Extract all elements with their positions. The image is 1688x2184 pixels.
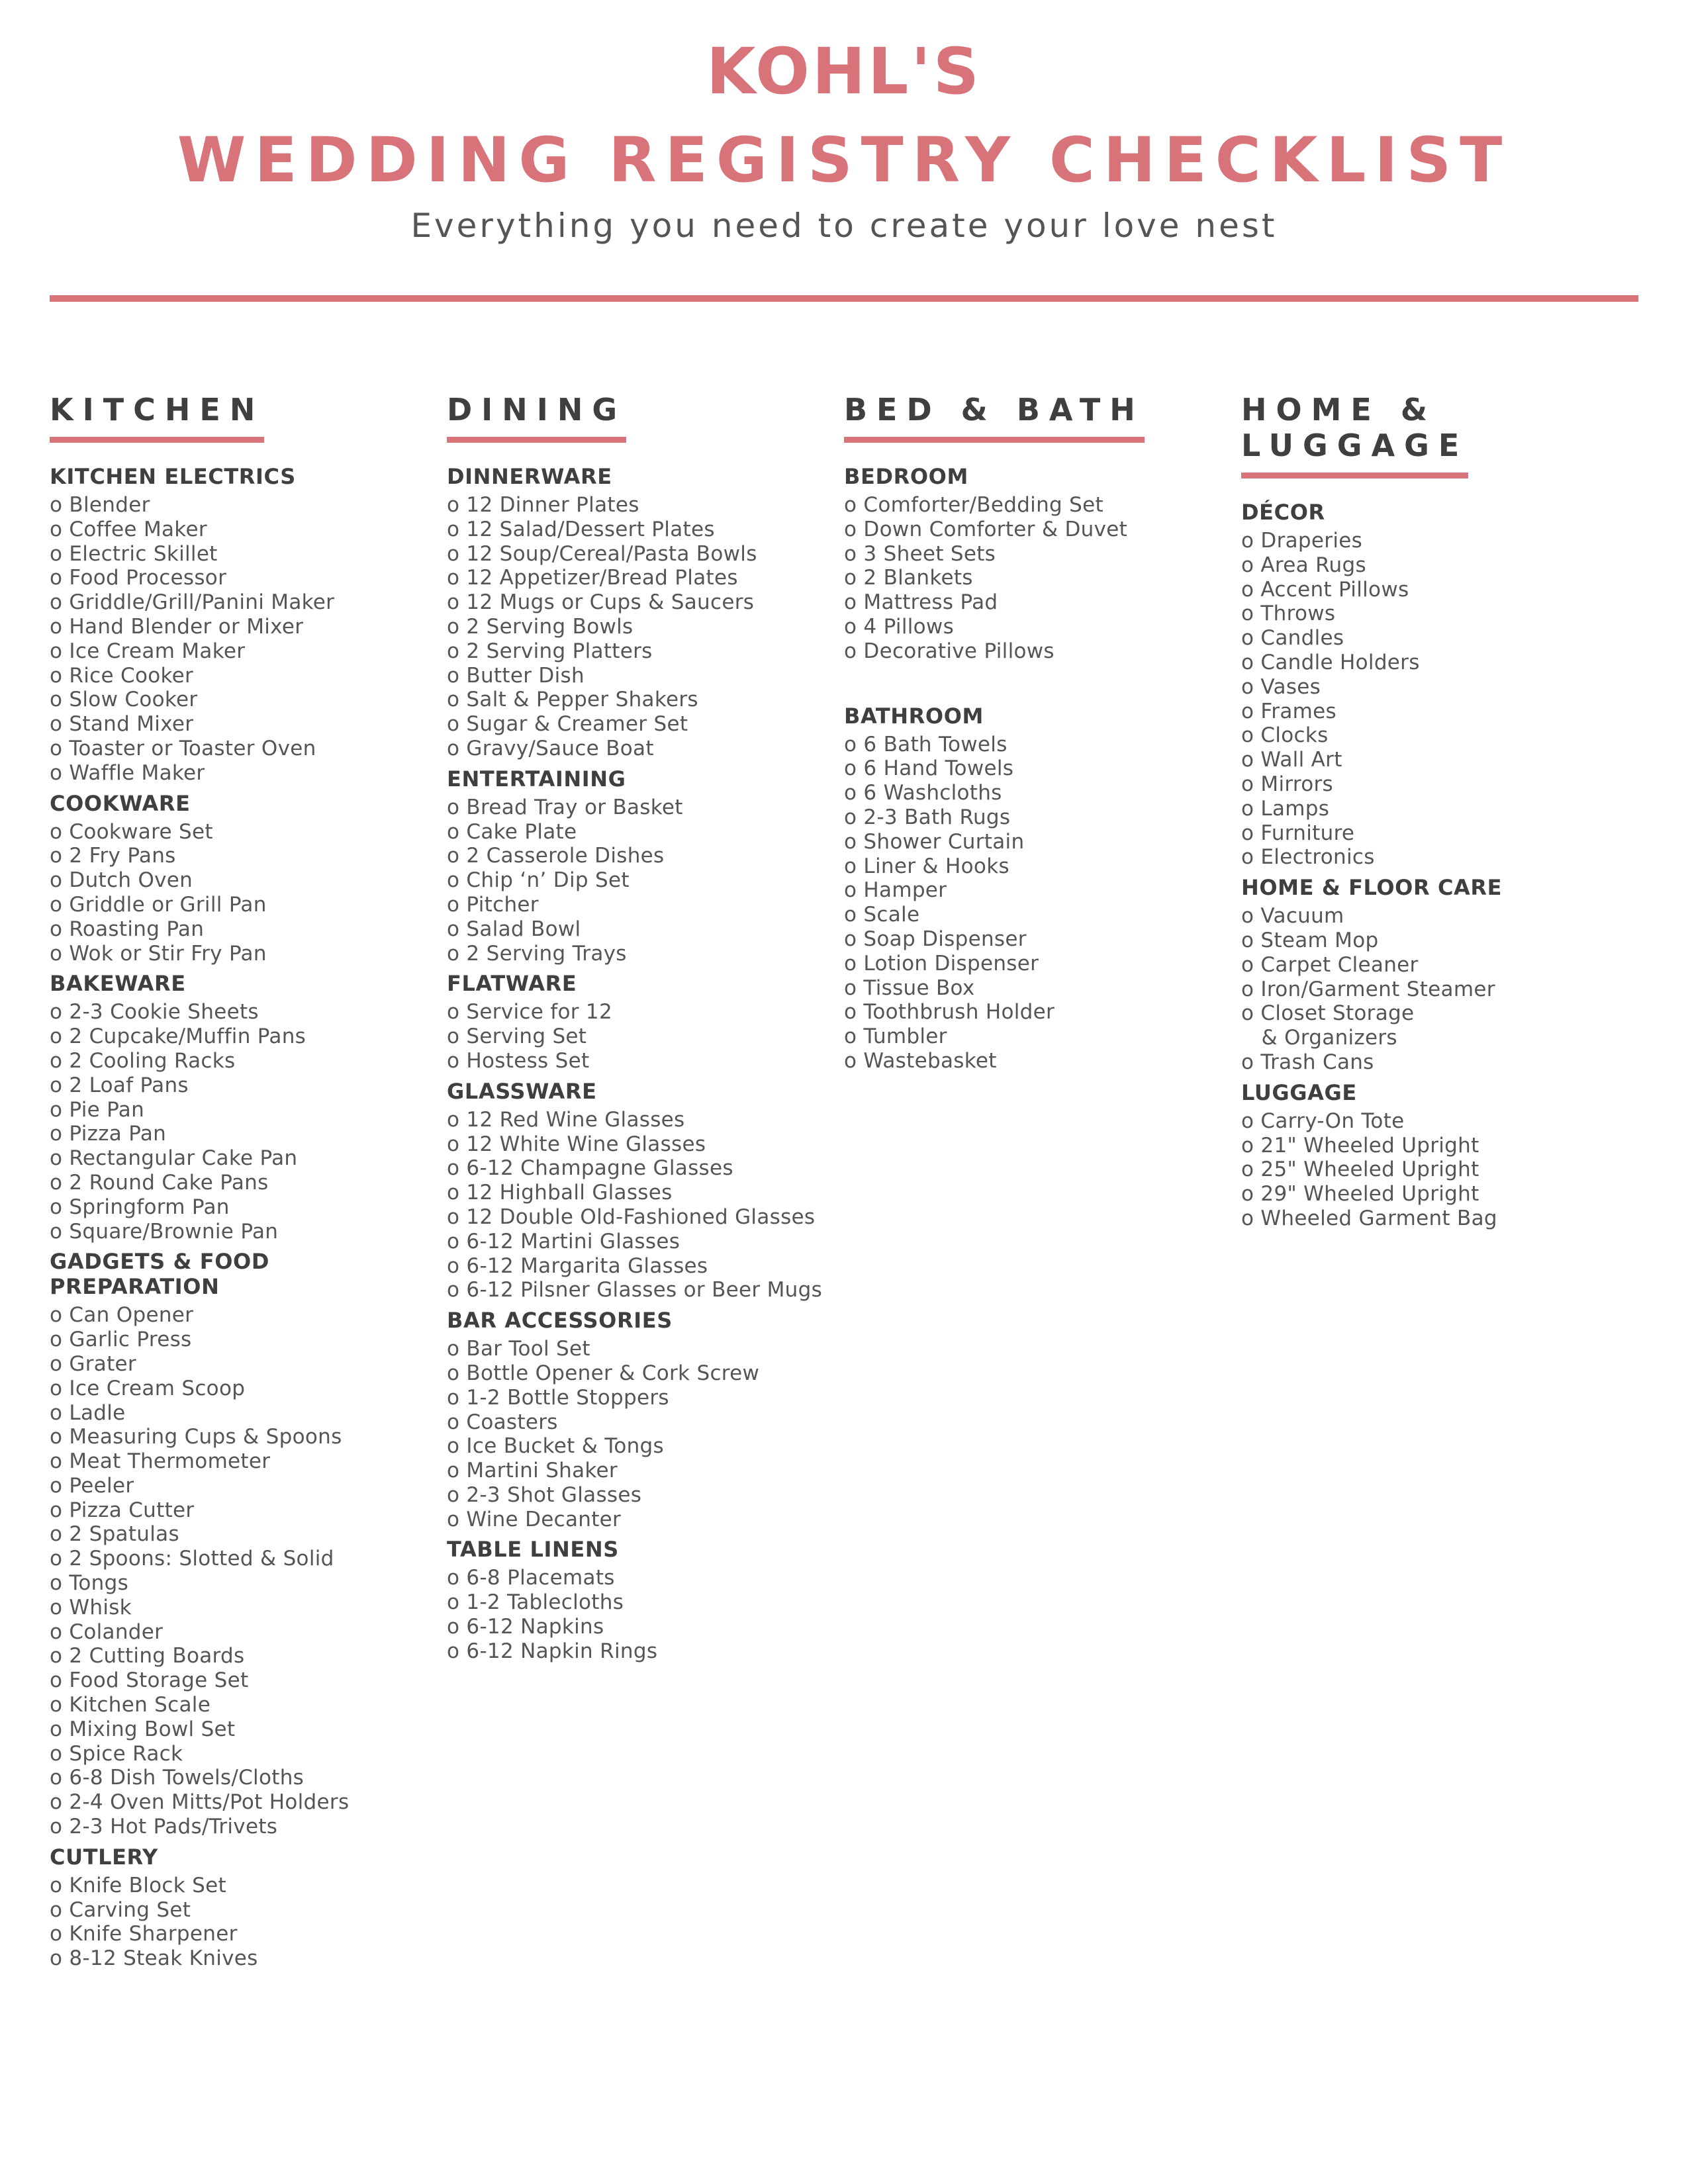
checklist-item: o 2 Cupcake/Muffin Pans [50,1024,306,1049]
checklist-item: o Lotion Dispenser [844,951,1039,976]
column-heading: HOME & LUGGAGE [1241,392,1468,478]
checklist-item: o Griddle/Grill/Panini Maker [50,590,335,615]
column-kitchen [50,392,420,1976]
checklist-item: o Ice Cream Maker [50,639,246,663]
checklist-item: o 8-12 Steak Knives [50,1946,258,1971]
section-title: GLASSWARE [447,1078,597,1104]
section-title: BAR ACCESSORIES [447,1308,673,1334]
checklist-item: o 21" Wheeled Upright [1241,1133,1479,1158]
checklist-item: o 6 Washcloths [844,781,1002,805]
checklist-items [447,1566,818,1663]
checklist-items [50,820,420,966]
checklist-item: o Tumbler [844,1024,947,1049]
checklist-item: o 6-12 Napkins [447,1615,604,1639]
checklist-section [50,971,420,1244]
checklist-items [50,1874,420,1971]
section-title: TABLE LINENS [447,1537,619,1563]
checklist-item: o 12 Double Old-Fashioned Glasses [447,1205,816,1229]
checklist-section [50,1249,420,1839]
checklist-section [447,464,818,761]
checklist-item: o Coasters [447,1410,558,1434]
kohls-logo: KOHL'S [706,34,982,109]
checklist-item: o 4 Pillows [844,614,955,639]
section-title: DÉCOR [1241,500,1325,525]
checklist-item: o Wall Art [1241,748,1342,772]
checklist-item: o 6 Bath Towels [844,732,1008,756]
checklist-item: o Slow Cooker [50,688,198,712]
checklist-item: o 12 White Wine Glasses [447,1132,706,1156]
checklist-item: o Sugar & Creamer Set [447,712,688,737]
checklist-item: o Soap Dispenser [844,927,1027,951]
checklist-item: o Rice Cooker [50,663,194,688]
page-title: WEDDING REGISTRY CHECKLIST [177,124,1511,197]
checklist-items [447,493,818,761]
checklist-items [50,1303,420,1839]
checklist-item: o Blender [50,493,150,517]
checklist-item: o Pizza Cutter [50,1498,195,1522]
section-title: GADGETS & FOOD PREPARATION [50,1249,270,1300]
checklist-item: o Kitchen Scale [50,1693,211,1717]
checklist-item: o Accent Pillows [1241,577,1409,602]
checklist-item: o 25" Wheeled Upright [1241,1158,1479,1182]
checklist-item: o Grater [50,1351,136,1376]
checklist-section [1241,1080,1612,1231]
checklist-item: o 2 Spoons: Slotted & Solid [50,1547,334,1571]
section-title: COOKWARE [50,790,191,816]
checklist-item: o Lamps [1241,796,1330,821]
checklist-item: o Pitcher [447,892,539,917]
checklist-section [447,1078,823,1302]
checklist-section [447,766,818,966]
checklist-item: o Food Processor [50,566,227,590]
checklist-item: o Steam Mop [1241,928,1379,952]
checklist-item: o 2 Serving Bowls [447,614,633,639]
checklist-items [50,1000,420,1244]
checklist-item: o 12 Mugs or Cups & Saucers [447,590,755,615]
checklist-item: o Ladle [50,1400,126,1425]
header-divider [50,295,1638,302]
section-title: ENTERTAINING [447,766,626,792]
checklist-section [447,971,818,1073]
checklist-item: o Carry-On Tote [1241,1109,1405,1133]
checklist-section [50,791,420,966]
checklist-item: o Iron/Garment Steamer [1241,977,1495,1001]
checklist-item: o 12 Soup/Cereal/Pasta Bowls [447,541,757,566]
column-heading: BED & BATH [844,392,1145,443]
checklist-item: o Peeler [50,1473,134,1498]
checklist-item: o Liner & Hooks [844,854,1009,878]
checklist-item: o Down Comforter & Duvet [844,517,1128,541]
checklist-section [844,464,1215,664]
checklist-item: o Salad Bowl [447,917,581,941]
checklist-item: o Bottle Opener & Cork Screw [447,1361,760,1385]
checklist-items [1241,529,1612,870]
checklist-item: o Chip ‘n’ Dip Set [447,868,630,893]
checklist-items [1241,904,1612,1075]
checklist-item: o Bar Tool Set [447,1337,590,1361]
checklist-item: o 2 Loaf Pans [50,1073,189,1097]
checklist-item: o Electronics [1241,845,1375,870]
section-title: LUGGAGE [1241,1079,1357,1105]
checklist-item: o Frames [1241,699,1336,723]
checklist-item: o Meat Thermometer [50,1449,271,1474]
checklist-section [447,1308,818,1531]
checklist-item: o 2 Serving Trays [447,941,627,966]
checklist-item: o Garlic Press [50,1328,192,1352]
checklist-item: o Salt & Pepper Shakers [447,688,698,712]
checklist-section [50,1844,420,1971]
checklist-item: o Closet Storage [1241,1001,1415,1026]
checklist-item: o 6-8 Placemats [447,1566,615,1590]
checklist-item: o 2 Round Cake Pans [50,1170,269,1195]
column-home-luggage [1241,392,1612,1236]
checklist-items [447,1337,818,1531]
checklist-item: o Toaster or Toaster Oven [50,736,316,760]
checklist-item: o 12 Appetizer/Bread Plates [447,566,738,590]
checklist-item: o 2 Cutting Boards [50,1644,245,1668]
checklist-item: o 1-2 Bottle Stoppers [447,1385,669,1410]
checklist-item: o Ice Bucket & Tongs [447,1434,664,1459]
checklist-item: o Food Storage Set [50,1668,249,1693]
checklist-item: o Ice Cream Scoop [50,1376,246,1400]
checklist-item: o Candle Holders [1241,650,1420,674]
checklist-item: o Pizza Pan [50,1122,167,1146]
checklist-item: o 12 Salad/Dessert Plates [447,517,715,541]
column-heading: KITCHEN [50,392,264,443]
checklist-item: o 6-12 Napkin Rings [447,1639,658,1663]
checklist-item: o Mirrors [1241,772,1334,796]
checklist-section [844,704,1215,1073]
section-title: BEDROOM [844,464,968,489]
column-bed-bath [844,392,1215,1079]
checklist-item: o 2-4 Oven Mitts/Pot Holders [50,1790,350,1815]
checklist-item: o Hand Blender or Mixer [50,614,304,639]
checklist-item: o Comforter/Bedding Set [844,493,1103,517]
section-title: BAKEWARE [50,971,186,997]
checklist-item: o Toothbrush Holder [844,1000,1055,1024]
checklist-item: o Gravy/Sauce Boat [447,736,654,760]
checklist-items [844,493,1215,664]
page-subtitle: Everything you need to create your love nest [410,206,1278,245]
checklist-item: o Bread Tray or Basket [447,795,683,819]
checklist-item: o 29" Wheeled Upright [1241,1182,1479,1206]
checklist-item: o Waffle Maker [50,760,205,785]
checklist-item: o Trash Cans [1241,1050,1374,1074]
checklist-item: o Vacuum [1241,904,1344,929]
checklist-item: o Spice Rack [50,1741,183,1766]
checklist-item: o Candles [1241,626,1344,651]
checklist-section [1241,500,1612,870]
column-dining [447,392,823,1669]
checklist-item: & Organizers [1241,1026,1397,1050]
checklist-item: o Carpet Cleaner [1241,952,1419,977]
checklist-item: o Cake Plate [447,819,577,844]
section-title: FLATWARE [447,971,577,997]
checklist-item: o 2-3 Hot Pads/Trivets [50,1815,278,1839]
checklist-item: o Martini Shaker [447,1459,618,1483]
checklist-item: o Draperies [1241,529,1363,553]
checklist-item: o 6-12 Martini Glasses [447,1229,680,1253]
checklist-item: o Pie Pan [50,1097,145,1122]
checklist-item: o Whisk [50,1595,132,1619]
checklist-item: o 6-12 Pilsner Glasses or Beer Mugs [447,1278,823,1302]
checklist-item: o Mixing Bowl Set [50,1717,236,1741]
checklist-item: o 2 Cooling Racks [50,1048,236,1073]
checklist-item: o Dutch Oven [50,868,193,893]
checklist-items [447,1000,818,1073]
checklist-items [844,733,1215,1073]
checklist-item: o 2 Spatulas [50,1522,179,1547]
checklist-item: o Colander [50,1619,164,1644]
checklist-item: o Can Opener [50,1303,194,1328]
checklist-item: o 12 Red Wine Glasses [447,1107,685,1132]
checklist-item: o 2-3 Shot Glasses [447,1482,642,1507]
checklist-item: o Coffee Maker [50,517,207,541]
section-title: KITCHEN ELECTRICS [50,464,296,489]
checklist-item: o Butter Dish [447,663,585,688]
section-title: BATHROOM [844,703,984,729]
checklist-item: o 12 Highball Glasses [447,1181,673,1205]
checklist-item: o 2 Blankets [844,566,973,590]
checklist-item: o Cookware Set [50,819,213,844]
column-heading: DINING [447,392,626,443]
checklist-item: o Roasting Pan [50,917,205,941]
checklist-item: o Carving Set [50,1897,191,1922]
checklist-item: o Springform Pan [50,1195,230,1219]
checklist-item: o 12 Dinner Plates [447,493,639,517]
section-title: CUTLERY [50,1844,158,1870]
checklist-item: o Square/Brownie Pan [50,1219,279,1244]
checklist-item: o Wastebasket [844,1048,997,1073]
checklist-item: o Vases [1241,674,1321,699]
checklist-item: o Scale [844,903,920,927]
checklist-item: o Measuring Cups & Spoons [50,1425,342,1449]
checklist-item: o 6-12 Margarita Glasses [447,1253,708,1278]
checklist-item: o 2 Casserole Dishes [447,844,665,868]
checklist-item: o Clocks [1241,723,1329,748]
checklist-section [50,464,420,786]
checklist-item: o Mattress Pad [844,590,998,615]
checklist-item: o Area Rugs [1241,553,1366,577]
checklist-item: o 2 Fry Pans [50,844,176,868]
checklist-item: o Knife Sharpener [50,1922,238,1946]
checklist-item: o Wheeled Garment Bag [1241,1206,1497,1230]
checklist-item: o 1-2 Tablecloths [447,1590,624,1615]
checklist-section [1241,875,1612,1075]
section-title: HOME & FLOOR CARE [1241,875,1503,901]
checklist-items [447,1107,823,1302]
checklist-items [1241,1109,1612,1231]
checklist-item: o Knife Block Set [50,1873,226,1897]
checklist-item: o Serving Set [447,1024,587,1049]
checklist-item: o Shower Curtain [844,829,1025,854]
checklist-item: o Hamper [844,878,947,903]
checklist-item: o Decorative Pillows [844,639,1055,663]
checklist-item: o Throws [1241,602,1336,626]
checklist-item: o 3 Sheet Sets [844,541,996,566]
checklist-item: o Tongs [50,1571,129,1596]
checklist-item: o Wine Decanter [447,1507,622,1531]
checklist-item: o 2-3 Bath Rugs [844,805,1011,829]
checklist-item: o Griddle or Grill Pan [50,892,267,917]
checklist-item: o Rectangular Cake Pan [50,1146,298,1171]
section-title: DINNERWARE [447,464,612,489]
checklist-item: o Service for 12 [447,1000,612,1024]
checklist-items [50,493,420,786]
checklist-item: o Furniture [1241,821,1355,845]
checklist-item: o Stand Mixer [50,712,194,737]
checklist-item: o Wok or Stir Fry Pan [50,941,267,966]
checklist-item: o 6 Hand Towels [844,756,1014,781]
checklist-item: o 6-12 Champagne Glasses [447,1156,733,1181]
checklist-item: o Tissue Box [844,976,975,1000]
checklist-item: o Hostess Set [447,1048,590,1073]
checklist-item: o 6-8 Dish Towels/Cloths [50,1766,305,1790]
checklist-item: o 2 Serving Platters [447,639,653,663]
checklist-item: o 2-3 Cookie Sheets [50,1000,259,1024]
checklist-item: o Electric Skillet [50,541,218,566]
checklist-section [447,1537,818,1663]
checklist-items [447,796,818,966]
